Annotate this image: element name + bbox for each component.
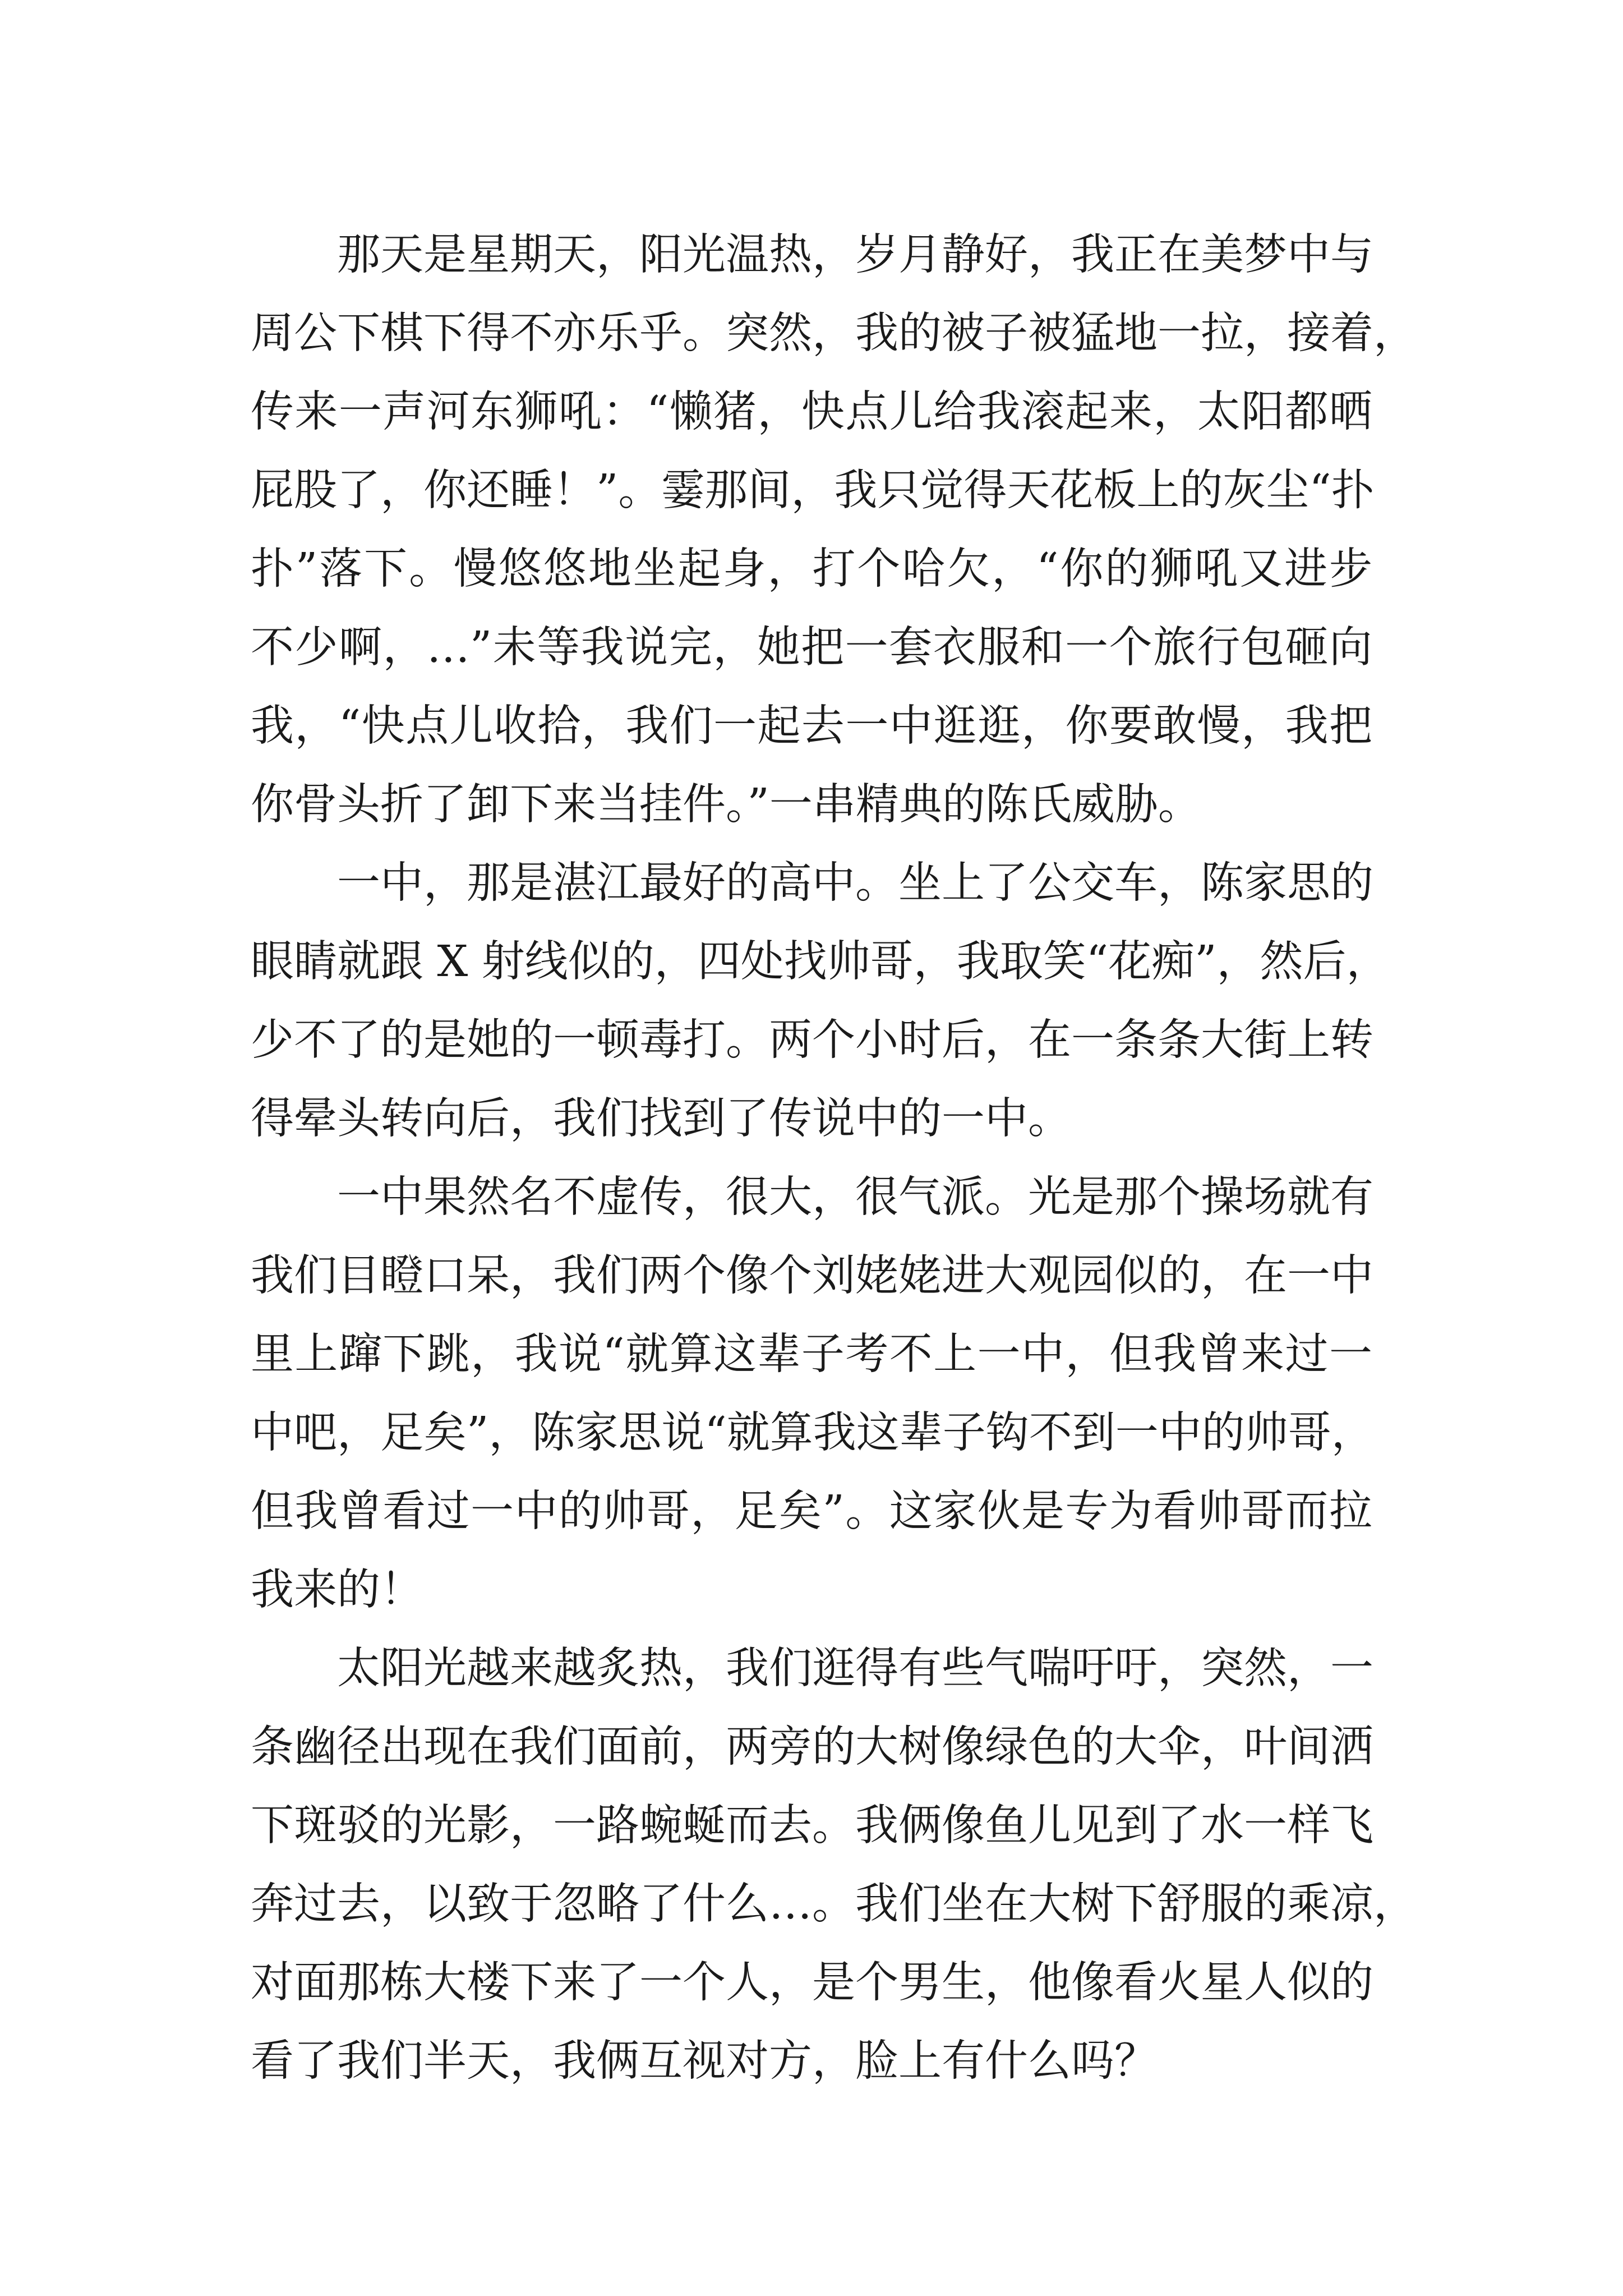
paragraph-4 bbox=[251, 1630, 1417, 2101]
text-line: 扑”落下。慢悠悠地坐起身，打个哈欠，“你的狮吼又进步 bbox=[251, 544, 1372, 594]
text-line: 但我曾看过一中的帅哥，足矣”。这家伙是专为看帅哥而拉 bbox=[251, 1487, 1372, 1536]
text-line: 我来的！ bbox=[251, 1565, 423, 1615]
text-line: 中吧，足矣”，陈家思说“就算我这辈子钩不到一中的帅哥， bbox=[251, 1408, 1375, 1458]
text-line: 一中，那是湛江最好的高中。坐上了公交车，陈家思的 bbox=[337, 858, 1373, 908]
text-line: 那天是星期天，阳光温热，岁月静好，我正在美梦中与 bbox=[337, 230, 1373, 280]
paragraph-1 bbox=[251, 216, 1417, 844]
text-line: 不少啊，…”未等我说完，她把一套衣服和一个旅行包砸向 bbox=[251, 623, 1372, 673]
text-line: 奔过去，以致于忽略了什么…。我们坐在大树下舒服的乘凉， bbox=[251, 1879, 1417, 1929]
text-line: 条幽径出现在我们面前，两旁的大树像绿色的大伞，叶间洒 bbox=[251, 1722, 1373, 1772]
text-line: 太阳光越来越炙热，我们逛得有些气喘吁吁，突然，一 bbox=[337, 1644, 1373, 1694]
text-line: 看了我们半天，我俩互视对方，脸上有什么吗？ bbox=[251, 2036, 1158, 2086]
text-line: 你骨头折了卸下来当挂件。”一串精典的陈氏威胁。 bbox=[251, 780, 1201, 830]
text-line: 传来一声河东狮吼：“懒猪，快点儿给我滚起来，太阳都晒 bbox=[251, 387, 1372, 437]
text-line: 周公下棋下得不亦乐乎。突然，我的被子被猛地一拉，接着， bbox=[251, 309, 1417, 358]
paragraph-3 bbox=[251, 1158, 1375, 1630]
text-line: 对面那栋大楼下来了一个人，是个男生，他像看火星人似的 bbox=[251, 1958, 1373, 2008]
text-line: 屁股了，你还睡！”。霎那间，我只觉得天花板上的灰尘“扑 bbox=[251, 466, 1375, 516]
text-line: 下斑驳的光影，一路蜿蜒而去。我俩像鱼儿见到了水一样飞 bbox=[251, 1801, 1373, 1851]
text-line: 少不了的是她的一顿毒打。两个小时后，在一条条大街上转 bbox=[251, 1015, 1373, 1065]
text-line: 眼睛就跟 X 射线似的，四处找帅哥，我取笑“花痴”，然后， bbox=[251, 937, 1390, 987]
text-line: 得晕头转向后，我们找到了传说中的一中。 bbox=[251, 1094, 1071, 1144]
text-line: 我，“快点儿收拾，我们一起去一中逛逛，你要敢慢，我把 bbox=[251, 701, 1372, 751]
text-line: 我们目瞪口呆，我们两个像个刘姥姥进大观园似的，在一中 bbox=[251, 1251, 1373, 1301]
text-line: 里上蹿下跳，我说“就算这辈子考不上一中，但我曾来过一 bbox=[251, 1329, 1372, 1379]
paragraph-2 bbox=[251, 844, 1390, 1158]
body-text bbox=[251, 216, 1417, 2101]
text-line: 一中果然名不虚传，很大，很气派。光是那个操场就有 bbox=[337, 1172, 1373, 1222]
